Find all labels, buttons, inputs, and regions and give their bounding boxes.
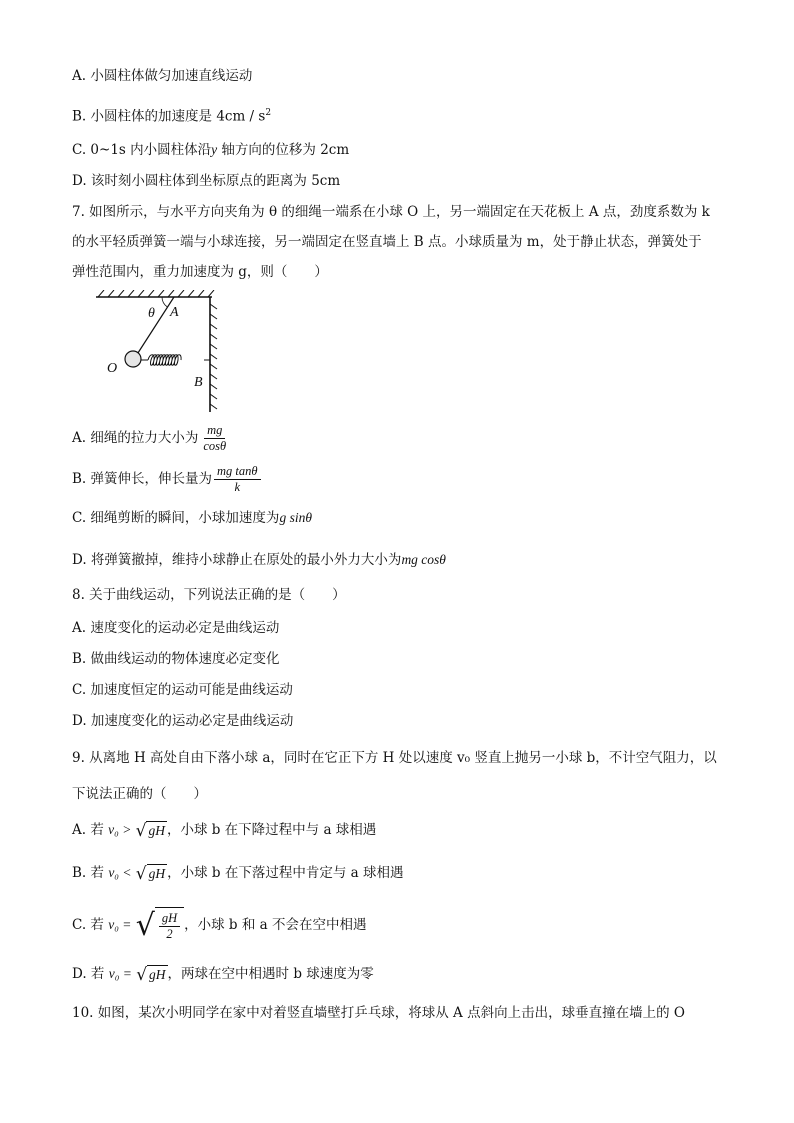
q9-option-c [72,903,366,947]
q9-option-d-condition: v₀ = [108,966,132,981]
q9-option-b [72,861,403,885]
q9-option-d-suffix: ，两球在空中相遇时 b 球速度为零 [167,966,374,982]
q9-option-d-sqrt: √ gH [136,964,166,985]
q6-option-b-value: 4cm / s [216,108,266,125]
q7-option-d [72,550,446,570]
q9-option-d-prefix: D. 若 [72,966,105,982]
q9-option-a-sqrt: √ gH [135,820,165,841]
q9-stem-line-2: 下说法正确的（ ） [72,786,207,802]
q7-option-d-expression: mg cosθ [401,552,446,567]
q9-option-a-prefix: A. 若 [72,822,104,838]
q9-option-a-condition: v₀ > [108,822,132,837]
q6-option-b [72,103,271,127]
q7-figure-o-label: O [107,361,118,376]
q9-option-c-condition: v₀ = [108,917,132,932]
q7-figure-a-label: A [170,305,179,320]
q7-stem-line-1: 7. 如图所示，与水平方向夹角为 θ 的细绳一端系在小球 O 上，另一端固定在天花板上 A 点，劲度系数为 k [72,204,710,220]
q6-option-d: D. 该时刻小圆柱体到坐标原点的距离为 5cm [72,173,341,189]
q7-option-b-numerator: mg tanθ [214,464,261,480]
q7-option-b-denominator: k [234,480,241,494]
q6-option-c [72,140,349,160]
q7-option-a [72,420,231,456]
q9-option-c-suffix: ，小球 b 和 a 不会在空中相遇 [184,917,367,933]
q9-option-b-radicand: gH [147,864,168,884]
q7-option-a-numerator: mg [204,423,225,439]
q9-option-c-numerator: gH [159,911,180,927]
q8-option-d: D. 加速度变化的运动必定是曲线运动 [72,713,294,729]
q7-option-c-text: C. 细绳剪断的瞬间，小球加速度为 [72,510,280,526]
q6-option-c-var: y [211,142,218,157]
q9-option-b-prefix: B. 若 [72,865,105,881]
q7-option-b-text: B. 弹簧伸长，伸长量为 [72,471,213,487]
q7-option-a-text: A. 细绳的拉力大小为 [72,430,199,446]
q9-option-a [72,818,376,842]
q8-option-b: B. 做曲线运动的物体速度必定变化 [72,651,280,667]
q9-option-b-sqrt: √ gH [135,863,166,884]
q7-option-b [72,461,263,497]
q7-option-b-fraction [214,464,261,495]
q7-option-c [72,508,312,528]
q6-option-b-exponent: 2 [265,108,272,118]
q9-option-d-radicand: gH [147,965,168,985]
q6-option-b-text: B. 小圆柱体的加速度是 [72,108,213,125]
q8-stem: 8. 关于曲线运动，下列说法正确的是（ ） [72,587,346,603]
q9-option-c-sqrt: √ $\frac{gH}{2}$ [136,907,184,945]
q6-option-c-text: C. 0~1s 内小圆柱体沿 [72,142,212,158]
q9-option-b-condition: v₀ < [108,865,132,880]
q8-option-a: A. 速度变化的运动必定是曲线运动 [72,620,280,636]
q9-option-c-denominator: 2 [166,926,173,941]
q9-option-a-radicand: gH [146,821,167,841]
q7-figure-theta-label: θ [148,306,155,321]
q7-figure-b-label: B [194,375,203,390]
q9-option-c-prefix: C. 若 [72,917,104,933]
q9-option-d [72,962,374,986]
q7-stem-line-3: 弹性范围内，重力加速度为 g，则（ ） [72,264,328,280]
q7-option-d-text: D. 将弹簧撤掉，维持小球静止在原处的最小外力大小为 [72,552,402,568]
q7-stem-line-2: 的水平轻质弹簧一端与小球连接，另一端固定在竖直墙上 B 点。小球质量为 m，处于静止状态，弹簧处于 [72,234,702,250]
q7-option-c-expression: g sinθ [279,510,312,525]
q7-option-a-fraction [200,423,229,454]
q7-option-a-denominator: cosθ [203,439,227,453]
q7-figure [96,290,236,415]
q9-option-c-fraction [159,911,180,942]
q10-stem-line-1: 10. 如图，某次小明同学在家中对着竖直墙壁打乒乓球，将球从 A 点斜向上击出，球垂直撞在墙上的 O [72,1005,685,1021]
q8-option-c: C. 加速度恒定的运动可能是曲线运动 [72,682,293,698]
q9-option-b-suffix: ，小球 b 在下落过程中肯定与 a 球相遇 [167,865,404,881]
q9-stem-line-1: 9. 从离地 H 高处自由下落小球 a，同时在它正下方 H 处以速度 v₀ 竖直上抛另一小球 b，不计空气阻力，以 [72,750,717,766]
q6-option-a: A. 小圆柱体做匀加速直线运动 [72,68,253,84]
q9-option-a-suffix: ，小球 b 在下降过程中与 a 球相遇 [166,822,377,838]
q6-option-c-text-2: 轴方向的位移为 2cm [217,142,350,158]
